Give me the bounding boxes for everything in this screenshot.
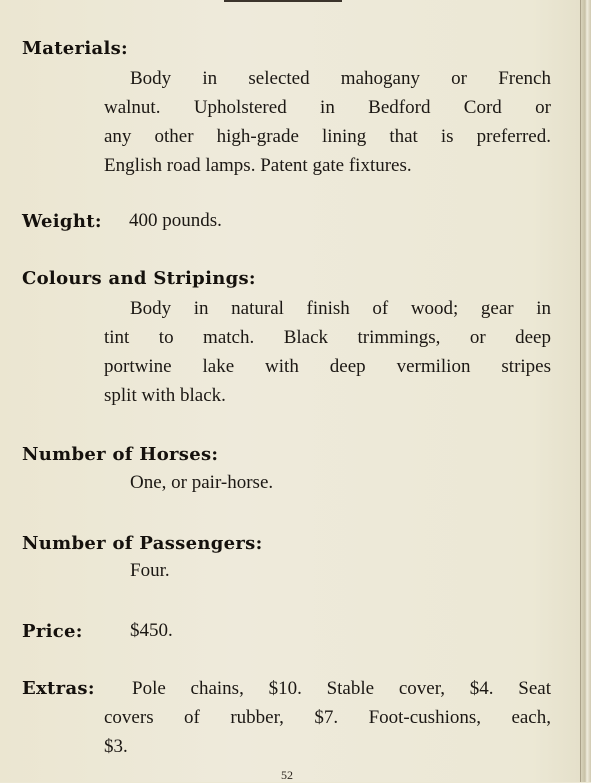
extras-line-2: covers of rubber, $7. Foot-cushions, each, [104,707,551,728]
horses-heading: Number of Horses: [22,444,219,465]
colours-text [104,294,551,410]
passengers-heading: Number of Passengers: [22,533,263,554]
colours-heading: Colours and Stripings: [22,268,256,289]
page-number: 52 [281,768,293,782]
materials-line-1: Body in selected mahogany or French [130,68,551,89]
colours-line-3: portwine lake with deep vermilion stripes [104,356,551,377]
weight-heading: Weight: [22,211,102,232]
materials-heading: Materials: [22,38,128,59]
colours-line-4: split with black. [104,385,226,406]
materials-line-4: English road lamps. Patent gate fixtures. [104,155,412,176]
extras-line-1: Pole chains, $10. Stable cover, $4. Seat [132,678,551,699]
top-rule [224,0,342,2]
price-heading: Price: [22,621,83,642]
extras-line-3: $3. [104,736,128,757]
price-value: $450. [130,620,173,641]
materials-line-2: walnut. Upholstered in Bedford Cord or [104,97,551,118]
extras-text [104,674,551,761]
weight-value: 400 pounds. [129,210,222,231]
horses-value: One, or pair-horse. [130,472,274,493]
colours-line-1: Body in natural finish of wood; gear in [130,298,551,319]
materials-text [104,64,551,180]
page-edge [580,0,591,782]
extras-heading: Extras: [22,678,95,699]
materials-line-3: any other high-grade lining that is preferred. [104,126,551,147]
passengers-value: Four. [130,560,170,581]
colours-line-2: tint to match. Black trimmings, or deep [104,327,551,348]
